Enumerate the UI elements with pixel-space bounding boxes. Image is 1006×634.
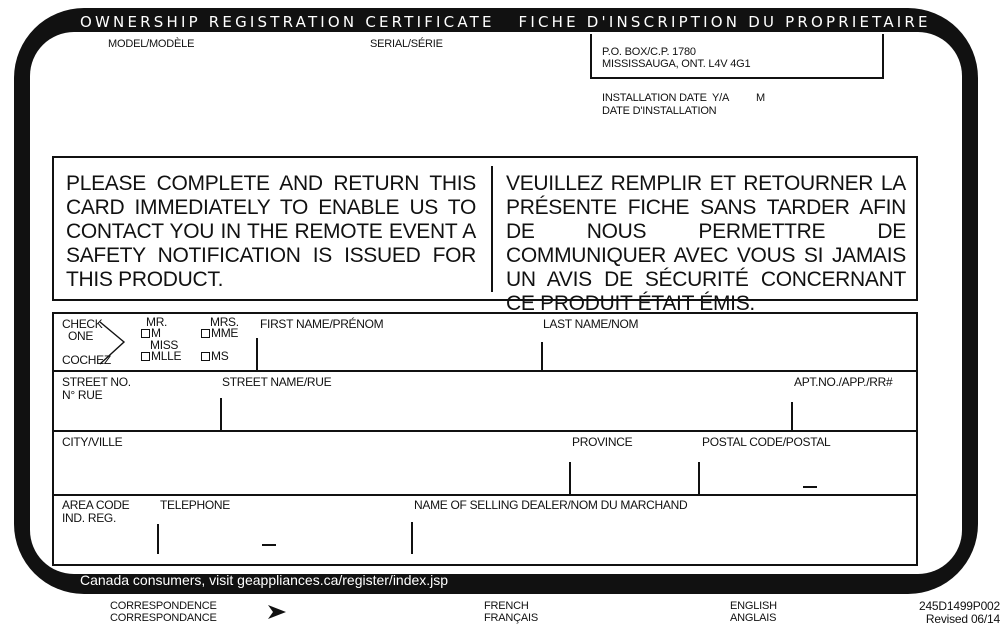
arrow-right-icon xyxy=(268,605,286,619)
model-label: MODEL/MODÈLE xyxy=(108,38,195,50)
row-divider xyxy=(52,494,918,496)
street-no-fr-label: N° RUE xyxy=(62,388,103,402)
mrs-label: MRS. xyxy=(210,315,239,329)
phone-dash xyxy=(262,544,276,546)
row-divider xyxy=(52,430,918,432)
serial-label: SERIAL/SÉRIE xyxy=(370,38,443,50)
first-name-label: FIRST NAME/PRÉNOM xyxy=(260,317,384,331)
checkbox-icon xyxy=(201,329,210,338)
correspondance-label: CORRESPONDANCE xyxy=(110,612,217,624)
install-date-fr-label: DATE D'INSTALLATION xyxy=(602,105,717,117)
check-one-label-2: ONE xyxy=(68,329,94,343)
correspondence-label: CORRESPONDENCE xyxy=(110,600,217,612)
field-divider xyxy=(220,398,222,430)
city-label: CITY/VILLE xyxy=(62,435,123,449)
address-line1: P.O. BOX/C.P. 1780 xyxy=(602,46,696,58)
street-name-label: STREET NAME/RUE xyxy=(222,375,332,389)
english-option[interactable]: ENGLISH xyxy=(730,600,777,612)
notice-english: PLEASE COMPLETE AND RETURN THIS CARD IMMEDIATELY TO ENABLE US TO CONTACT YOU IN THE REMOTE EVENT A SAFETY NOTIFICATION IS ISSUED FOR THIS PRODUCT. xyxy=(66,172,476,291)
miss-label: MISS xyxy=(150,338,179,352)
area-code-fr-label: IND. REG. xyxy=(62,511,116,525)
check-one-label: CHECK xyxy=(62,317,103,331)
field-divider xyxy=(791,402,793,430)
francais-option[interactable]: FRANÇAIS xyxy=(484,612,539,624)
postal-dash xyxy=(803,486,817,488)
field-divider xyxy=(569,462,571,494)
field-divider xyxy=(541,342,543,370)
checkbox-ms[interactable]: MS xyxy=(201,350,228,363)
field-divider xyxy=(157,524,159,554)
field-divider xyxy=(256,338,258,370)
install-month-label: M xyxy=(756,92,765,104)
telephone-label: TELEPHONE xyxy=(160,498,230,512)
notice-divider xyxy=(491,166,493,292)
revision-date: Revised 06/14 xyxy=(925,612,1000,626)
form-code: 245D1499P002 xyxy=(918,599,1000,613)
cochez-label: COCHEZ xyxy=(62,353,111,367)
notice-french: VEUILLEZ REMPLIR ET RETOURNER LA PRÉSENTE FICHE SANS TARDER AFIN DE NOUS PERMETTRE DE COMMUNIQUER AVEC VOUS SI JAMAIS UN AVIS DE SÉCURITÉ CONCERNANT CE PRODUIT ÉTAIT ÉMIS. xyxy=(506,172,906,315)
card-title: OWNERSHIP REGISTRATION CERTIFICATE FICHE D'INSCRIPTION DU PROPRIETAIRE xyxy=(80,13,931,31)
apt-label: APT.NO./APP./RR# xyxy=(794,375,893,389)
province-label: PROVINCE xyxy=(572,435,633,449)
register-url-text: Canada consumers, visit geappliances.ca/register/index.jsp xyxy=(80,572,449,588)
last-name-label: LAST NAME/NOM xyxy=(543,317,639,331)
checkbox-mlle[interactable]: MLLE xyxy=(141,350,181,363)
install-date-label: INSTALLATION DATE xyxy=(602,92,707,104)
dealer-label: NAME OF SELLING DEALER/NOM DU MARCHAND xyxy=(414,498,688,512)
field-divider xyxy=(698,462,700,494)
address-line2: MISSISSAUGA, ONT. L4V 4G1 xyxy=(602,58,751,70)
bracket-arrow-icon xyxy=(98,320,128,366)
french-option[interactable]: FRENCH xyxy=(484,600,529,612)
checkbox-mme[interactable]: MME xyxy=(201,327,238,340)
area-code-label: AREA CODE xyxy=(62,498,130,512)
postal-code-label: POSTAL CODE/POSTAL xyxy=(702,435,831,449)
install-year-label: Y/A xyxy=(712,92,730,104)
anglais-option[interactable]: ANGLAIS xyxy=(730,612,777,624)
checkbox-icon xyxy=(141,329,150,338)
row-divider xyxy=(52,370,918,372)
checkbox-m[interactable]: M xyxy=(141,327,161,340)
mr-label: MR. xyxy=(146,315,168,329)
checkbox-icon xyxy=(141,352,150,361)
checkbox-icon xyxy=(201,352,210,361)
field-divider xyxy=(411,522,413,554)
street-no-label: STREET NO. xyxy=(62,375,131,389)
